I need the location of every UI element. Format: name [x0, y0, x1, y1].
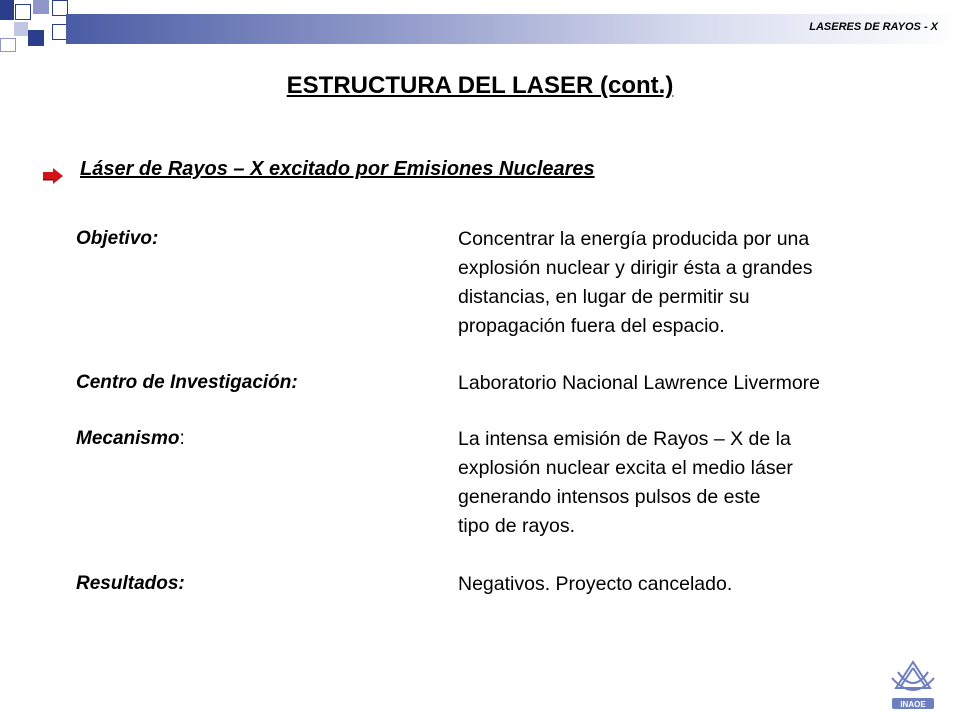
row-label-suffix: : — [179, 428, 185, 449]
value-line: Laboratorio Nacional Lawrence Livermore — [458, 372, 821, 394]
decor-square — [0, 0, 14, 20]
decor-square — [33, 0, 49, 14]
header-tag: LASERES DE RAYOS - X — [809, 21, 938, 33]
value-line: explosión nuclear y dirigir ésta a grandes — [458, 257, 813, 279]
row-value-resultados — [458, 570, 928, 599]
slide-title: ESTRUCTURA DEL LASER (cont.) — [286, 72, 674, 99]
value-line: tipo de rayos. — [458, 515, 576, 537]
decor-square — [0, 38, 16, 52]
value-line: propagación fuera del espacio. — [458, 315, 725, 337]
logo-text: INAOE — [900, 700, 926, 709]
decor-square — [14, 22, 28, 36]
value-line: Negativos. Proyecto cancelado. — [458, 573, 733, 595]
red-arrow-icon — [43, 168, 63, 184]
inaoe-logo-icon — [884, 658, 942, 712]
value-line: La intensa emisión de Rayos – X de la — [458, 428, 791, 450]
value-line: explosión nuclear excita el medio láser — [458, 457, 793, 479]
row-value-centro — [458, 369, 928, 398]
row-value-objetivo — [458, 225, 928, 341]
decor-square — [15, 4, 31, 20]
row-value-mecanismo — [458, 425, 928, 541]
decor-square — [28, 30, 44, 46]
row-label-objetivo: Objetivo: — [76, 228, 159, 249]
value-line: distancias, en lugar de permitir su — [458, 286, 750, 308]
row-label-mecanismo — [76, 428, 185, 450]
row-label-resultados: Resultados: — [76, 573, 185, 594]
value-line: generando intensos pulsos de este — [458, 486, 761, 508]
section-subtitle: Láser de Rayos – X excitado por Emisiones Nucleares — [80, 158, 595, 180]
value-line: Concentrar la energía producida por una — [458, 228, 810, 250]
row-label-text: Mecanismo — [76, 428, 180, 449]
row-label-centro: Centro de Investigación: — [76, 372, 298, 393]
